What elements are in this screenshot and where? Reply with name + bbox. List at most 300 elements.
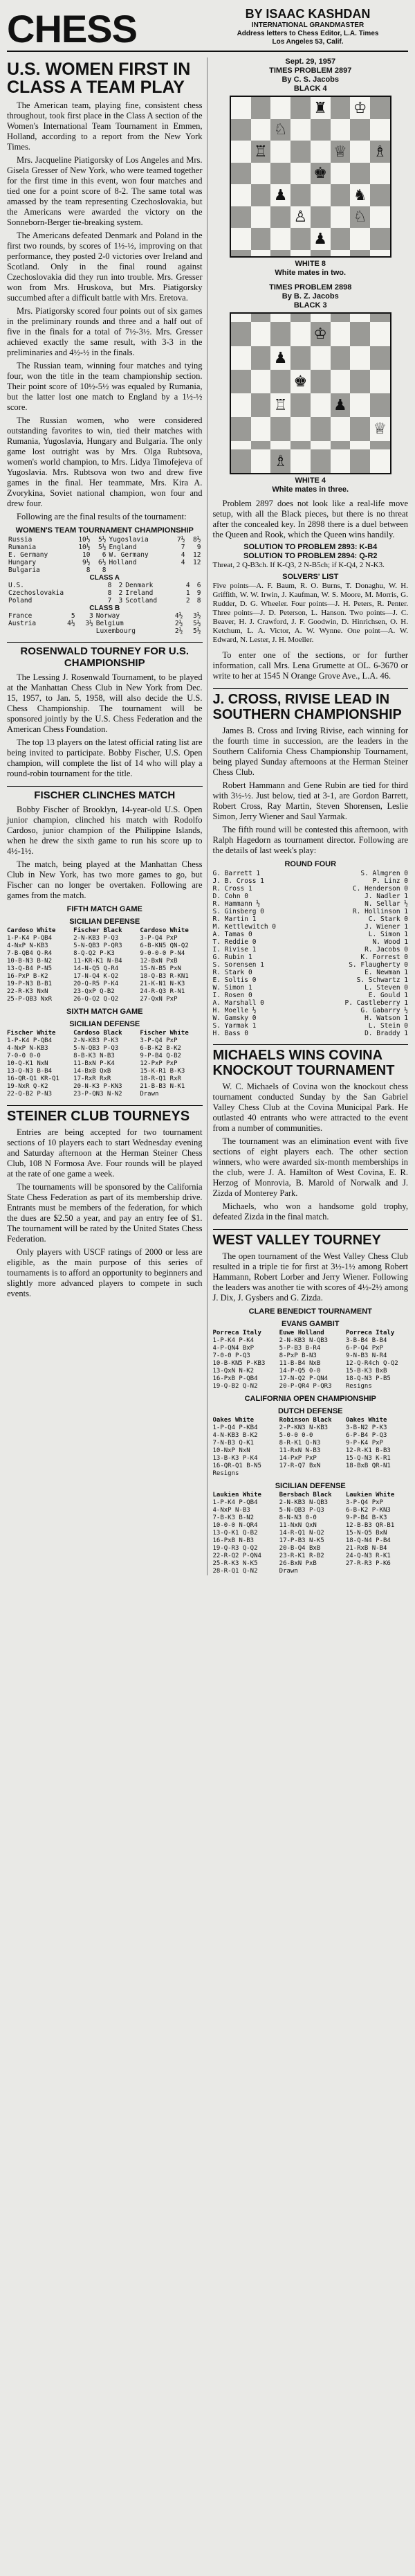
move-line: 6-B-KN5 QN-Q2: [140, 942, 189, 949]
board-square: [270, 163, 290, 185]
board-square: [251, 119, 271, 141]
board-square: [370, 322, 390, 346]
paragraph: W. C. Michaels of Covina won the knockout chess tournament conducted Sunday by the San Gabriel Valley Chess Club at the Covina Municipal Park. He outlasted 40 entrants who were attracted to the event from a number of communities.: [212, 1082, 408, 1133]
move-line: 8-R-K1 Q-N3: [279, 1440, 321, 1447]
move-line: 12-R-K1 B-B3: [345, 1447, 391, 1454]
white-knight-icon: ♘: [350, 206, 370, 229]
right-column: [213, 57, 409, 1575]
board-square: [331, 250, 351, 257]
move-line: 5-P-B3 B-R4: [279, 1345, 321, 1352]
move-line: 8-B-K3 N-B3: [73, 1053, 115, 1059]
result-row: [213, 999, 409, 1007]
address-line: Los Angeles 53, Calif.: [272, 38, 344, 46]
board-square: [290, 449, 311, 473]
move-line: 13-Q-K1 Q-B2: [212, 1530, 258, 1537]
player-result: R. Cross 1: [212, 885, 252, 893]
move-line: 4-NxP N-KB3: [7, 942, 48, 949]
paragraph: Bobby Fischer of Brooklyn, 14-year-old U.S. Open junior champion, clinched his match with Rodolfo Cardoso, junior champion of the Philippine Islands, when he drew the sixth game to run his score up to 4½-1½.: [7, 805, 203, 856]
move-line: 15-N-Q5 BxN: [345, 1530, 387, 1537]
board-square: [290, 250, 311, 257]
paragraph: The American team, playing fine, consistent chess throughout, took first place in the Class A section of the Women's International Team Tournament in Emmen, Holland, according to a report from the New York Times.: [7, 100, 203, 152]
move-line: 20-Q-R5 P-K4: [73, 981, 119, 987]
result-row: [213, 961, 409, 969]
board-square: [331, 314, 351, 322]
table-cell: 3: [89, 612, 93, 620]
board-square: [350, 417, 370, 440]
board-square: [251, 441, 271, 449]
paragraph: Robert Hammann and Gene Rubin are tied for third with 3½-½. Just below, tied at 3-1, are Gordon Barrett, Robert Cross, Ray Martin, Steven Shorensen, Leslie Simon, Jerry Wiener and Saul Yarmak.: [212, 780, 408, 821]
board-square: [370, 163, 390, 185]
board-square: [231, 417, 251, 440]
paragraph: James B. Cross and Irving Rivise, each winning for the fourth time in succession, are the leaders in the Southern California Chess Championship Tournament, being played Sunday afternoons at the Herman Steiner Chess Club.: [212, 726, 408, 777]
game-moves: [213, 1417, 409, 1478]
move-line: 12-B-B3 QR-B1: [345, 1522, 395, 1529]
white-bishop-icon: ♗: [270, 449, 290, 473]
board-square: [370, 250, 390, 257]
move-line: 12-Q-R4ch Q-Q2: [345, 1360, 398, 1367]
board-square: [290, 119, 311, 141]
board-square: [350, 322, 370, 346]
move-line: 2-N-KB3 P-Q3: [73, 935, 119, 942]
column-header: Fischer White: [7, 1030, 56, 1037]
player-result: R. Hollinson 1: [352, 908, 408, 915]
player-result: C. Henderson 0: [352, 885, 408, 893]
stipulation: White mates in three.: [272, 485, 349, 494]
move-line: 1-P-K4 P-QB4: [7, 1037, 53, 1044]
move-line: 24-Q-N3 R-K1: [345, 1553, 391, 1559]
game-heading: FIFTH MATCH GAME: [66, 905, 142, 913]
column-header: Oakes White: [345, 1417, 387, 1424]
move-line: 7-0-0 0-0: [7, 1053, 41, 1059]
table-cell: 2: [185, 597, 190, 605]
player-result: D. Cohn 0: [212, 893, 248, 900]
table-cell: [7, 627, 58, 635]
game-opening: SICILIAN DEFENSE: [69, 918, 140, 926]
board-square: [350, 163, 370, 185]
table-cell: England: [109, 544, 137, 551]
table-cell: 8: [86, 566, 91, 574]
player-result: L. Simon 1: [368, 931, 408, 938]
paragraph: Mrs. Jacqueline Piatigorsky of Los Angeles and Mrs. Gisela Gresser of New York, who were teamed together for the first time in this event, won four matches and tied one for a point score of 8-2. The same total was amassed by the team representing Czechoslovakia, but the Americans were awarded the victory on the Sonneborn-Berger tie-breaking system.: [7, 155, 203, 227]
move-line: Resigns: [212, 1470, 239, 1477]
board-square: [331, 441, 351, 449]
player-result: N. Wood 1: [372, 938, 408, 946]
table-cell: 4: [181, 551, 185, 559]
result-row: [213, 946, 409, 954]
board-square: [370, 206, 390, 229]
board-square: [370, 119, 390, 141]
paragraph: The Russian women, who were considered outstanding favorites to win, tied their matches with Rumania, Yugoslavia, Hungary and Bulgaria. The only game lost outright was by Mrs. Olga Rubtsova, women's world champion, to Mrs. Lidya Timofejeva of Yugoslavia. Mrs. Rubtsova won two and drew five games in the final. Her teammate, Mrs. Kira A. Zvorykina, Soviet national champion, won four and drew four.: [7, 415, 203, 508]
move-line: 5-N-QB3 P-Q3: [279, 1507, 324, 1514]
board-square: [290, 441, 311, 449]
player-result: P. Castleberry 1: [344, 999, 408, 1007]
move-line: 10-B-KN5 P-KB3: [212, 1360, 266, 1367]
move-line: 13-B-K3 P-K4: [212, 1455, 258, 1462]
player-result: J. B. Cross 1: [212, 877, 264, 885]
table-cell: 5½: [193, 627, 201, 635]
white-count: WHITE 4: [295, 476, 326, 485]
move-line: 15-B-K3 BxB: [345, 1368, 387, 1375]
result-row: [213, 923, 409, 931]
white-queen-icon: ♕: [370, 417, 390, 440]
move-line: 14-P-Q5 0-0: [279, 1368, 321, 1375]
chess-diagram: [230, 312, 391, 474]
move-line: 11-BxN P-K4: [73, 1060, 115, 1067]
column-header: Cardoso Black: [73, 1030, 122, 1037]
table-row: [7, 589, 203, 597]
game-moves: [213, 1330, 409, 1390]
table-cell: 4½: [67, 620, 75, 627]
black-pawn-icon: ♟: [331, 393, 351, 417]
paragraph: The fifth round will be contested this afternoon, with Ralph Hagedorn as tournament director. Following are the details of last week's play:: [212, 825, 408, 855]
result-row: [213, 908, 409, 915]
problem-title: TIMES PROBLEM 2897: [269, 66, 352, 75]
paragraph: The top 13 players on the latest official rating list are being invited to participate. Bobby Fischer, U.S. Open champion, will complete the list of 14 who will play a round-robin tournament for the title.: [7, 737, 203, 778]
move-line: 13-QxN N-K2: [212, 1368, 255, 1375]
board-square: [270, 250, 290, 257]
player-result: W. Gamsky 0: [212, 1014, 257, 1022]
table-cell: 12: [193, 551, 201, 559]
player-result: R. Jacobs 0: [365, 946, 408, 954]
table-cell: Hungary: [8, 559, 37, 566]
move-line: 4-NxP N-B3: [212, 1507, 250, 1514]
move-line: 4-N-KB3 B-K2: [212, 1432, 258, 1439]
move-line: 10-0-0 N-QR4: [212, 1522, 258, 1529]
table-row: [7, 551, 203, 559]
board-square: [311, 119, 331, 141]
move-line: 6-P-Q4 PxP: [345, 1345, 384, 1352]
white-bishop-icon: ♗: [370, 141, 390, 163]
move-line: 19-P-N3 B-B1: [7, 981, 53, 987]
board-square: [270, 441, 290, 449]
board-square: [350, 250, 370, 257]
move-line: 18-Q-N3 P-B5: [345, 1375, 391, 1382]
player-result: S. Sorensen 1: [212, 961, 264, 969]
table-row: [7, 559, 203, 566]
player-result: N. Sellar ½: [365, 900, 408, 908]
solution-heading: SOLUTION TO PROBLEM 2893: K-B4: [243, 543, 378, 551]
move-line: 11-NxN QxN: [279, 1522, 317, 1529]
move-line: 7-B-QB4 Q-R4: [7, 950, 53, 957]
board-square: [350, 393, 370, 417]
board-square: [311, 417, 331, 440]
board-square: [251, 346, 271, 370]
class-b-title: CLASS B: [89, 605, 120, 612]
board-square: [290, 184, 311, 206]
table-cell: 3½: [85, 620, 93, 627]
move-line: 19-NxR Q-K2: [7, 1083, 48, 1090]
move-line: 17-R-Q7 BxN: [279, 1463, 321, 1469]
board-square: [231, 441, 251, 449]
board-square: [311, 449, 331, 473]
board-square: [370, 97, 390, 119]
move-line: 2-N-KB3 P-K3: [73, 1037, 119, 1044]
player-result: G. Rubin 1: [212, 954, 252, 961]
player-result: E. Gould 1: [368, 992, 408, 999]
result-row: [213, 969, 409, 976]
board-square: [311, 250, 331, 257]
board-square: [231, 184, 251, 206]
move-line: 17-RxR RxR: [73, 1075, 111, 1082]
board-square: [331, 370, 351, 393]
move-line: 15-Q-N3 K-R1: [345, 1455, 391, 1462]
paragraph: Michaels, who won a handsome gold trophy, defeated Zizda in the final match.: [212, 1201, 408, 1222]
board-square: [370, 228, 390, 250]
move-line: 24-R-Q3 R-N1: [140, 988, 185, 995]
table-cell: Poland: [8, 597, 33, 605]
white-count: WHITE 8: [295, 260, 326, 268]
player-result: S. Yarmak 1: [212, 1022, 257, 1030]
move-line: 15-N-B5 PxN: [140, 965, 181, 972]
board-square: [270, 314, 290, 322]
move-line: 27-QxN PxP: [140, 996, 178, 1003]
move-line: 20-B-Q4 BxB: [279, 1545, 321, 1552]
paragraph: The tournament was an elimination event with five sections of eight players each. The other section winners, who were awarded six-month memberships in the club, were J. A. Hamilton of West Covina, E. R. Herzog of Monrovia, B. Marold of Norwalk and J. Zizda of Monterey Park.: [212, 1136, 408, 1198]
left-column: [7, 57, 208, 1575]
player-result: T. Reddie 0: [212, 938, 257, 946]
player-result: L. Steven 0: [365, 984, 408, 992]
column-header: Laukien White: [212, 1492, 261, 1499]
board-square: [251, 184, 271, 206]
player-result: L. Stein 0: [368, 1022, 408, 1030]
board-square: [231, 163, 251, 185]
game-moves: [7, 927, 203, 1003]
move-line: 21-RxB N-B4: [345, 1545, 387, 1552]
move-line: 16-QR-Q1 KR-Q1: [7, 1075, 59, 1082]
player-result: K. Forrest 0: [360, 954, 408, 961]
move-line: 18-Q-B3 R-KN1: [140, 973, 189, 980]
move-line: 1-P-K4 P-K4: [212, 1337, 255, 1344]
stipulation: White mates in two.: [275, 269, 347, 277]
paragraph: To enter one of the sections, or for further information, call Mrs. Lena Grumette at OL. 6-3670 or write to her at 1545 N Orange Grove Ave., L.A. 46.: [212, 650, 408, 681]
table-cell: Belgium: [95, 620, 124, 627]
paragraph: Only players with USCF ratings of 2000 or less are eligible, as the main purpose of this series of tournaments is to afford an opportunity to beginners and slightly more advanced players to compete in such events.: [7, 1247, 203, 1298]
board-square: [350, 228, 370, 250]
black-pawn-icon: ♟: [270, 184, 290, 206]
table-cell: 6: [196, 582, 201, 589]
table-cell: 5: [71, 612, 75, 620]
table-cell: 7½: [177, 536, 185, 544]
player-result: R. Stark 0: [212, 969, 252, 976]
table-cell: Ireland: [125, 589, 154, 597]
player-result: E. Newman 1: [365, 969, 408, 976]
board-square: [311, 441, 331, 449]
player-result: H. Bass 0: [212, 1030, 248, 1037]
column-header: Euwe Holland: [279, 1330, 324, 1336]
board-square: [331, 163, 351, 185]
table-cell: 12: [193, 559, 201, 566]
board-square: [350, 346, 370, 370]
table-cell: 2½: [174, 620, 183, 627]
move-line: 3-P-Q4 PxP: [140, 1037, 178, 1044]
result-row: [213, 984, 409, 992]
move-line: 7-B-K3 B-N2: [212, 1514, 255, 1521]
move-line: 26-BxN PxB: [279, 1560, 317, 1567]
white-queen-icon: ♕: [331, 141, 351, 163]
result-row: [213, 976, 409, 984]
board-square: [350, 370, 370, 393]
table-cell: [58, 627, 76, 635]
board-square: [290, 228, 311, 250]
board-square: [370, 370, 390, 393]
class-a-table: [7, 582, 203, 605]
move-line: 3-B-N2 P-K3: [345, 1424, 387, 1431]
table-cell: Bulgaria: [8, 566, 40, 574]
column-header: Cardoso White: [140, 927, 189, 934]
problem-author: By B. Z. Jacobs: [282, 292, 339, 301]
move-line: 6-P-B4 P-Q3: [345, 1432, 387, 1439]
board-square: [251, 163, 271, 185]
move-line: 3-B-B4 B-B4: [345, 1337, 387, 1344]
board-square: [251, 250, 271, 257]
board-square: [290, 97, 311, 119]
move-line: 23-R-K1 R-B2: [279, 1553, 324, 1559]
board-square: [370, 314, 390, 322]
problem-title: TIMES PROBLEM 2898: [269, 283, 352, 292]
column-title: CHESS: [7, 7, 137, 51]
table-row: [7, 582, 203, 589]
paragraph: Mrs. Piatigorsky scored four points out of six games in the preliminary rounds and three and a half out of five in the finals for a total of 7½-3½. Mrs. Gresser achieved exactly the same result, with 3-3 in the preliminaries and 4½-½ in the finals.: [7, 306, 203, 357]
paragraph: Entries are being accepted for two tournament sections of 10 players each to start Wednesday evening and Saturday afternoon at the Herman Steiner Chess Club, 108 N Formosa Ave. Four rounds will be played at the rate of one game a week.: [7, 1127, 203, 1179]
board-square: [331, 119, 351, 141]
board-square: [290, 393, 311, 417]
paragraph: Following are the final results of the tournament:: [17, 512, 187, 521]
move-line: 18-R-Q1 RxR: [140, 1075, 181, 1082]
move-line: 27-R-R3 P-K6: [345, 1560, 391, 1567]
board-square: [311, 141, 331, 163]
white-pawn-icon: ♙: [290, 206, 311, 229]
table-cell: Denmark: [125, 582, 154, 589]
table-row: [7, 544, 203, 551]
table-cell: 6: [102, 551, 107, 559]
board-square: [331, 184, 351, 206]
board-square: [231, 322, 251, 346]
table-cell: Yugoslavia: [109, 536, 149, 544]
board-square: [311, 370, 331, 393]
table-cell: 10½: [78, 536, 91, 544]
result-row: [213, 870, 409, 877]
game-heading: CALIFORNIA OPEN CHAMPIONSHIP: [244, 1395, 376, 1403]
board-square: [290, 141, 311, 163]
result-row: [213, 1007, 409, 1014]
byline: BY ISAAC KASHDAN: [245, 7, 371, 21]
move-line: 3-P-Q4 PxP: [140, 935, 178, 942]
solvers-list: Five points—A. F. Baum, R. O. Burns, T. Donaghu, W. H. Griffith, W. W. Irwin, J. Kaufman, W. S. Moore, M. Morris, G. Rudder, D. G. Wheeler. Four points—J. H. Peters, R. Penter. Three points—J. D. Peterson, L. Hanson. Two points—J. C. Beaver, H. J. Crawford, J. F. Goodwin, D. Hinrichsen, O. H. Ketchum, L. A. Victor, A. W. Wynne. One point—A. W. Edward, N. Lester, J. H. Moeller.: [212, 582, 408, 644]
problem-date: Sept. 29, 1957: [285, 57, 336, 66]
result-row: [213, 877, 409, 885]
move-line: 7-0-0 P-Q3: [212, 1352, 250, 1359]
masthead: [7, 7, 408, 52]
board-square: [231, 141, 251, 163]
player-result: A. Tamas 0: [212, 931, 252, 938]
move-line: 16-PxB P-QB4: [212, 1375, 258, 1382]
board-square: [350, 314, 370, 322]
table-cell: 8: [107, 582, 112, 589]
game-heading: CLARE BENEDICT TOURNAMENT: [248, 1307, 372, 1316]
class-a-title: CLASS A: [89, 574, 120, 582]
table-cell: [186, 566, 202, 574]
move-line: 22-R-Q2 P-QN4: [212, 1553, 261, 1559]
game-heading: SIXTH MATCH GAME: [66, 1008, 143, 1016]
headline: WEST VALLEY TOURNEY: [213, 1229, 409, 1248]
player-result: S. Ginsberg 0: [212, 908, 264, 915]
board-square: [251, 228, 271, 250]
table-cell: 3: [118, 597, 123, 605]
board-square: [370, 441, 390, 449]
result-row: [213, 885, 409, 893]
black-king-icon: ♚: [290, 370, 311, 393]
result-row: [213, 893, 409, 900]
move-line: 4-NxP N-KB3: [7, 1045, 48, 1052]
move-line: 19-Q-B2 Q-N2: [212, 1383, 258, 1390]
board-square: [350, 119, 370, 141]
table-cell: U.S.: [8, 582, 24, 589]
headline: J. CROSS, RIVISE LEAD IN SOUTHERN CHAMPIONSHIP: [213, 688, 409, 722]
column-header: Oakes White: [212, 1417, 255, 1424]
headline: MICHAELS WINS COVINA KNOCKOUT TOURNAMENT: [213, 1044, 409, 1078]
table-cell: 10: [82, 551, 91, 559]
white-rook-icon: ♖: [251, 141, 271, 163]
player-result: G. Gabarry ½: [360, 1007, 408, 1014]
table-cell: 2½: [174, 627, 183, 635]
player-result: I. Rosen 0: [212, 992, 252, 999]
move-line: 20-P-QR4 P-QR3: [279, 1383, 332, 1390]
black-knight-icon: ♞: [350, 184, 370, 206]
board-square: [331, 346, 351, 370]
column-header: Porreca Italy: [212, 1330, 261, 1336]
result-row: [213, 931, 409, 938]
move-line: 2-P-KN3 N-KB3: [279, 1424, 329, 1431]
table-row: [7, 597, 203, 605]
board-square: [350, 141, 370, 163]
board-square: [231, 393, 251, 417]
table-cell: [170, 566, 186, 574]
board-square: [331, 449, 351, 473]
move-line: 10-Q-K1 NxN: [7, 1060, 48, 1067]
move-line: 1-P-K4 P-QB4: [7, 935, 53, 942]
columns: [7, 57, 408, 1575]
board-square: [251, 97, 271, 119]
result-row: [213, 938, 409, 946]
move-line: 9-0-0-0 P-N4: [140, 950, 185, 957]
paragraph: The open tournament of the West Valley Chess Club resulted in a triple tie for first at 3½-1½ among Robert Hammann, Robert Lorber and Jerry Wiener. Following the leaders was another tie with scores of 4½-2½ among J. Dix, J. Gysbers and G. Zizda.: [212, 1251, 408, 1303]
board-square: [270, 141, 290, 163]
board-square: [311, 206, 331, 229]
black-count: BLACK 4: [293, 84, 327, 93]
board-square: [350, 441, 370, 449]
move-line: 6-B-K2 P-KN3: [345, 1507, 391, 1514]
board-square: [270, 322, 290, 346]
table-cell: Rumania: [8, 544, 37, 551]
credential: INTERNATIONAL GRANDMASTER: [251, 21, 365, 29]
player-result: G. Barrett 1: [212, 870, 261, 877]
player-result: M. Kettlewitch 0: [212, 923, 277, 931]
table-cell: W. Germany: [109, 551, 149, 559]
table-cell: 9: [196, 589, 201, 597]
board-square: [311, 393, 331, 417]
move-line: 12-PxP PxP: [140, 1060, 178, 1067]
player-result: D. Braddy 1: [365, 1030, 408, 1037]
player-result: C. Stark 0: [368, 915, 408, 923]
move-line: 5-N-QB3 P-Q3: [73, 1045, 119, 1052]
board-square: [311, 184, 331, 206]
move-line: 17-N-Q4 K-Q2: [73, 973, 119, 980]
result-row: [213, 1030, 409, 1037]
player-result: H. Moelle ½: [212, 1007, 257, 1014]
table-cell: 8: [196, 597, 201, 605]
move-line: 9-P-B4 Q-B2: [140, 1053, 181, 1059]
board-square: [331, 322, 351, 346]
